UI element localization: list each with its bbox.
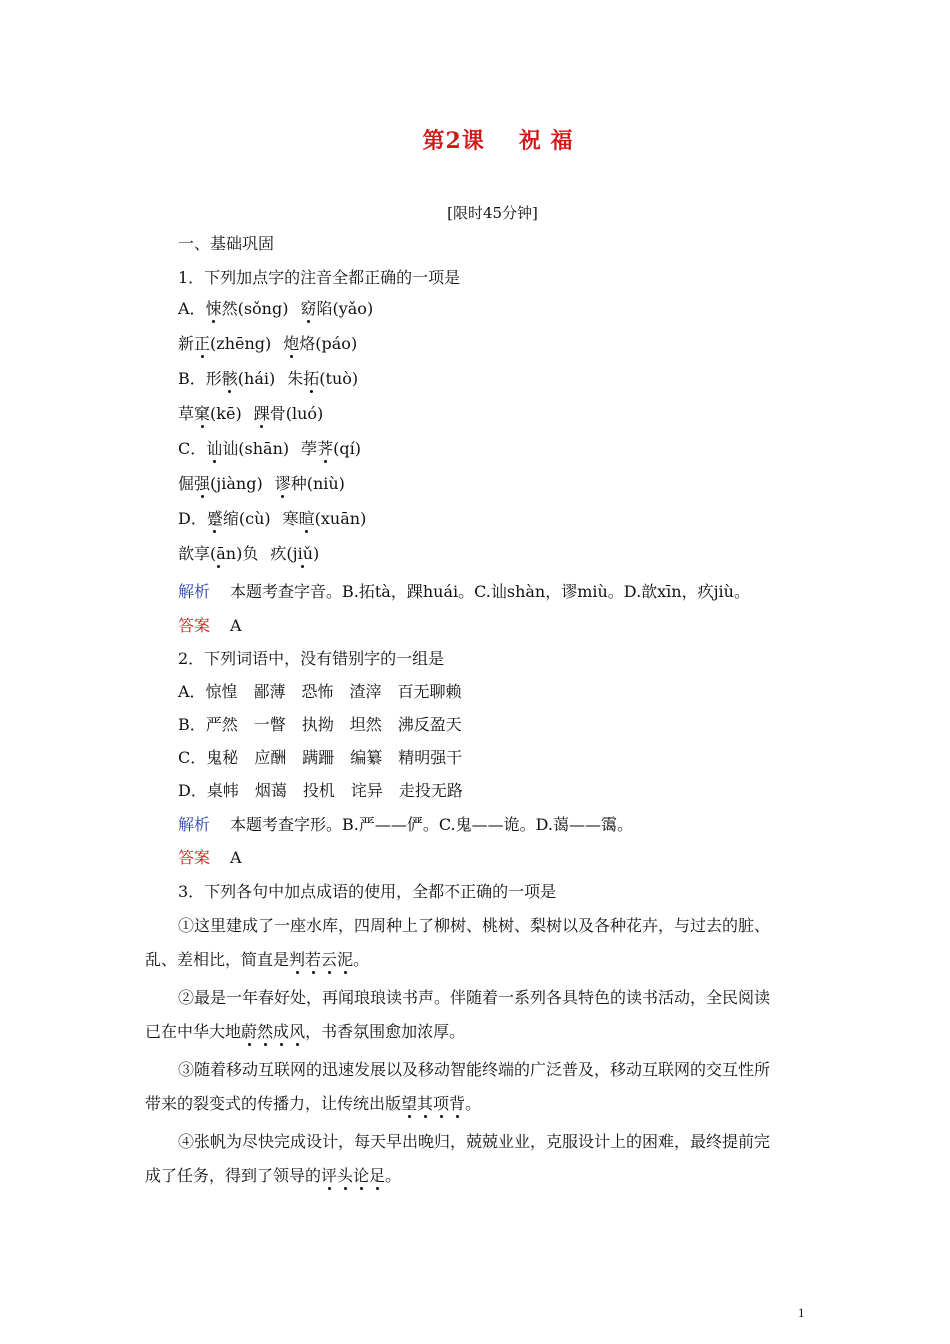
q2-answer: 答案 A — [178, 848, 242, 867]
q3-sentence4-line2: 成了任务，得到了领导的评头论足。 — [145, 1166, 402, 1185]
time-limit: [限时45分钟] — [447, 204, 538, 222]
page-number: 1 — [798, 1305, 805, 1320]
q2-analysis: 解析 本题考查字形。B.严——俨。C.鬼——诡。D.蔼——霭。 — [178, 815, 633, 834]
q1-analysis: 解析 本题考查字音。B.拓tà，踝huái。C.讪shàn，谬miù。D.歆xīn，疚jiù。 — [178, 582, 750, 601]
lesson-name: 祝 福 — [518, 128, 574, 154]
q3-sentence4-line1: ④张帆为尽快完成设计，每天早出晚归，兢兢业业，克服设计上的困难，最终提前完 — [178, 1132, 771, 1151]
q3-sentence1-line1: ①这里建成了一座水库，四周种上了柳树、桃树、梨树以及各种花卉，与过去的脏、 — [178, 916, 771, 935]
q1-option-b-line1: B．形骸(hái) 朱拓(tuò) — [178, 369, 359, 388]
answer-label: 答案 — [178, 848, 211, 867]
lesson-number: 第2课 — [422, 128, 485, 154]
q3-sentence3-line2: 带来的裂变式的传播力，让传统出版望其项背。 — [145, 1094, 482, 1113]
q2-option-d: D．桌帏 烟蔼 投机 诧异 走投无路 — [178, 781, 463, 800]
q1-option-b-line2: 草窠(kē) 踝骨(luó) — [178, 404, 324, 423]
q1-option-d-line1: D．蹙缩(cù) 寒暄(xuān) — [178, 509, 367, 528]
q3-sentence3-line1: ③随着移动互联网的迅速发展以及移动智能终端的广泛普及，移动互联网的交互性所 — [178, 1060, 771, 1079]
q2-option-a: A．惊惶 鄙薄 恐怖 渣滓 百无聊赖 — [178, 682, 462, 701]
answer-label: 答案 — [178, 616, 211, 635]
q1-option-d-line2: 歆享(ān)负 疚(jiǔ) — [178, 544, 320, 563]
q3-sentence2-line2: 已在中华大地蔚然成风，书香氛围愈加浓厚。 — [145, 1022, 466, 1041]
q1-option-a-line2: 新正(zhēng) 炮烙(páo) — [178, 334, 358, 353]
analysis-label: 解析 — [178, 815, 211, 834]
q1-option-c-line2: 倔强(jiàng) 谬种(niù) — [178, 474, 345, 493]
q1-stem: 1．下列加点字的注音全都正确的一项是 — [178, 268, 461, 287]
q2-option-b: B．严然 一瞥 执拗 坦然 沸反盈天 — [178, 715, 462, 734]
q3-stem: 3．下列各句中加点成语的使用，全都不正确的一项是 — [178, 882, 557, 901]
q1-option-c-line1: C．讪讪(shān) 荸荠(qí) — [178, 439, 361, 458]
page-title — [0, 124, 950, 155]
q3-sentence1-line2: 乱、差相比，简直是判若云泥。 — [145, 950, 370, 969]
q3-sentence2-line1: ②最是一年春好处，再闻琅琅读书声。伴随着一系列各具特色的读书活动，全民阅读 — [178, 988, 771, 1007]
q1-answer: 答案 A — [178, 616, 242, 635]
q2-stem: 2．下列词语中，没有错别字的一组是 — [178, 649, 445, 668]
analysis-label: 解析 — [178, 582, 211, 601]
q1-option-a-line1: A．悚然(sǒng) 窈陷(yǎo) — [178, 299, 374, 318]
section-heading: 一、基础巩固 — [178, 234, 275, 253]
q2-option-c: C．鬼秘 应酬 蹒跚 编纂 精明强干 — [178, 748, 463, 767]
